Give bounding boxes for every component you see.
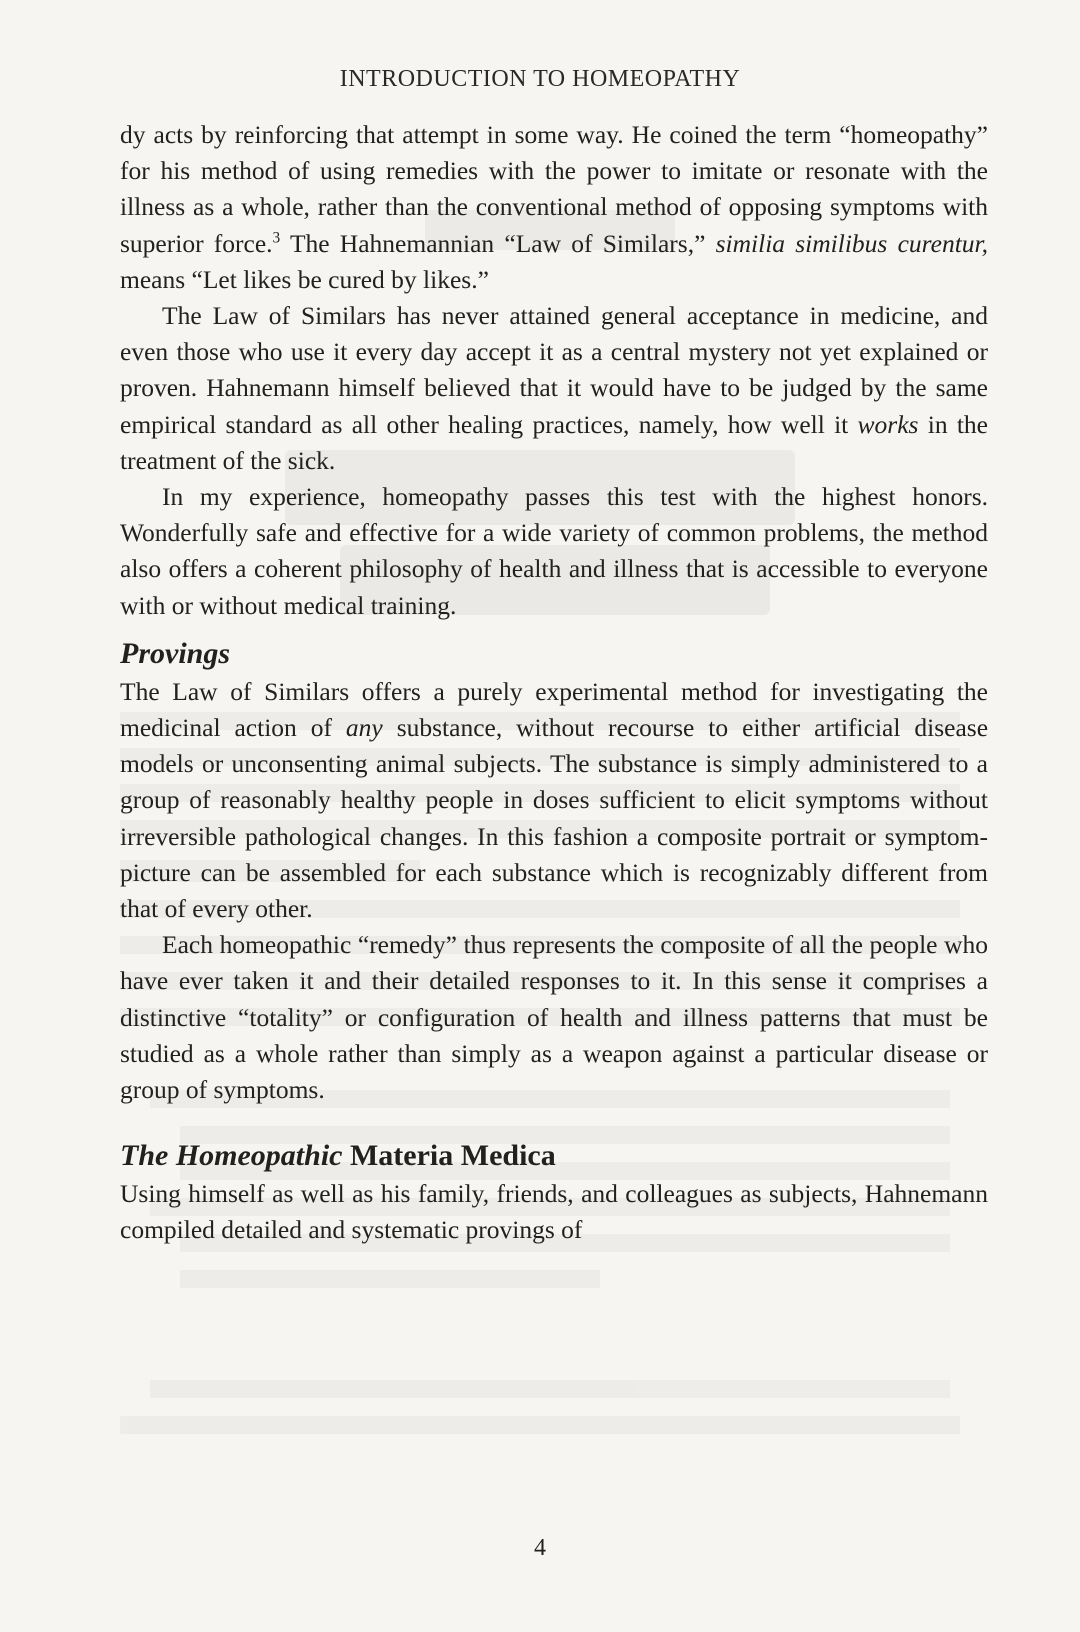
text-span: dy acts by reinforcing that attempt in some way. He coined the term “homeopathy” for his method of using remedies with the power to imitate or resonate with the illness as a whole, rather than the conventional method of opposing symptoms with superior force. — [120, 120, 988, 258]
section-heading — [120, 1138, 988, 1174]
text-span: in the treatment of the sick. — [120, 409, 988, 475]
text-span: substance, without recourse to either artificial disease models or unconsenting animal subjects. The substance is simply administered to a group of reasonably healthy people in doses sufficient to elicit symptoms without irreversible pathological changes. In this fashion a composite portrait or symptom-picture can be assembled for each substance which is recognizably different from that of every other. — [120, 713, 989, 924]
text-span: Each homeopathic “remedy” thus represents the composite of all the people who have ever taken it and their detailed responses to it. In this sense it comprises a distinctive “totality” or configuration of health and illness patterns that must be studied as a whole rather than simply as a weapon against a particular disease or group of symptoms. — [120, 930, 988, 1105]
text-span: Using himself as well as his family, friends, and colleagues as subjects, Hahnemann compiled detailed and systematic provings of — [120, 1179, 988, 1245]
paragraph — [120, 298, 988, 479]
paragraph — [120, 479, 988, 624]
section-heading — [120, 636, 988, 672]
text-span: The Law of Similars has never attained general acceptance in medicine, and even those who use it every day accept it as a central mystery not yet explained or proven. Hahnemann himself believed that it would have to be judged by the same empirical standard as all other healing practices, namely, how well it — [120, 301, 988, 439]
footnote-ref: 3 — [272, 229, 281, 247]
text-span: The Law of Similars offers a purely experimental method for investigating the medicinal action of — [120, 676, 988, 743]
page-number: 4 — [534, 1535, 546, 1561]
text-span: In my experience, homeopathy passes this test with the highest honors. Wonderfully safe and effective for a wide variety of common problems, the method also offers a coherent philosophy of health and illness that is accessible to everyone with or without medical training. — [120, 482, 988, 620]
text-span: means “Let likes be cured by likes.” — [120, 264, 489, 294]
text-span: any — [345, 713, 383, 743]
paragraph — [120, 117, 988, 298]
running-head: INTRODUCTION TO HOMEOPATHY — [339, 66, 741, 92]
paragraph — [120, 1176, 988, 1248]
paragraph — [120, 674, 988, 927]
text-span: The Homeopathic — [120, 1139, 343, 1173]
text-span: The Hahnemannian “Law of Similars,” — [280, 228, 716, 258]
text-span: Provings — [120, 636, 231, 670]
paragraph — [120, 927, 988, 1108]
text-span: works — [857, 409, 919, 439]
text-span: Materia Medica — [342, 1139, 556, 1173]
text-span: similia similibus curentur, — [715, 228, 988, 258]
body-text — [120, 117, 988, 1249]
